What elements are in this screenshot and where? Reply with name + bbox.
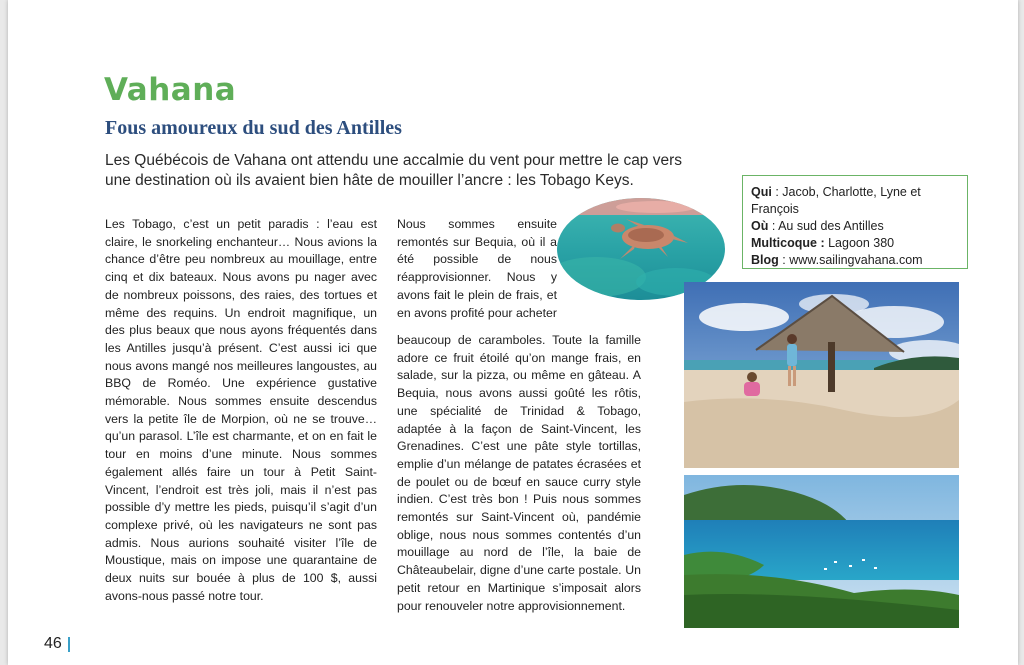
magazine-page xyxy=(8,0,1018,665)
info-blog: Blog : www.sailingvahana.com xyxy=(751,253,923,267)
article-title: Vahana xyxy=(104,72,237,108)
info-where: Où : Au sud des Antilles xyxy=(751,219,884,233)
page-number-accent xyxy=(68,637,70,652)
page-number: 46 xyxy=(44,635,62,652)
info-who: Qui : Jacob, Charlotte, Lyne et François xyxy=(751,185,921,216)
bay-chateaubelair-photo xyxy=(684,475,959,628)
info-box xyxy=(742,175,968,269)
body-column-2-top: Nous sommes ensuite remontés sur Bequia, où il a été possible de nous réapprovisionner. Nous y avons fait le plein de frais, et en avons profité pour acheter xyxy=(397,217,557,320)
article-lead: Les Québécois de Vahana ont attendu une accalmie du vent pour mettre le cap vers une destination où ils avaient bien hâte de mouiller l’ancre : les Tobago Keys. xyxy=(105,152,683,189)
beach-parasol-photo xyxy=(684,282,959,468)
body-column-2-bottom: beaucoup de caramboles. Toute la famille adore ce fruit étoilé qu’on mange frais, en salade, sur la pizza, ou même en gâteau. A Bequia, nous avons aussi goûté les rôtis, une spécialité de Trinidad & Tobago, adaptée à la façon de Saint-Vincent, les Grenadines. C’est une pâte style tortillas, emplie d’un mélange de patates écrasées et de poulet ou de bœuf en sauce curry style indien. C’est très bon ! Puis nous sommes remontés sur Saint-Vincent où, pandémie oblige, nous nous sommes contentés d’un mouillage au nord de l’île, la baie de Châteaubelair, digne d’une carte postale. Un petit retour en Martinique s’imposait alors pour renouveler notre approvisionnement. xyxy=(397,333,641,613)
info-boat: Multicoque : Lagoon 380 xyxy=(751,236,895,250)
article-subtitle: Fous amoureux du sud des Antilles xyxy=(105,117,402,139)
body-column-1: Les Tobago, c’est un petit paradis : l’eau est claire, le snorkeling enchanteur… Nous avions la chance d’être peu nombreux au mouillage, entre cinq et dix bateaux. Nous avons pu nager avec de nombreux poissons, des raies, des tortues et même des requins. Un endroit magnifique, un des plus beaux que nous ayons fréquentés dans les Antilles jusqu’à présent. C’est aussi ici que nous avons mangé nos meilleures langoustes, au BBQ de Roméo. Une expérience gustative mémorable. Nous sommes ensuite descendus vers la petite île de Morpion, où ne se trouve… qu’un parasol. L’île est charmante, et on en fait le tour en moins d’une minute. Nous sommes également allés faire un tour à Petit Saint-Vincent, l’endroit est très joli, mais il n’est pas possible d’y mettre les pieds, puisqu’il s’agit d’un complexe privé, où les navigateurs ne sont pas admis. Nous aurions souhaité visiter l’île de Moustique, mais on impose une quarantaine de deux nuits sur bouée à plus de 100 $, aussi avons-nous passé notre tour. xyxy=(105,217,377,603)
